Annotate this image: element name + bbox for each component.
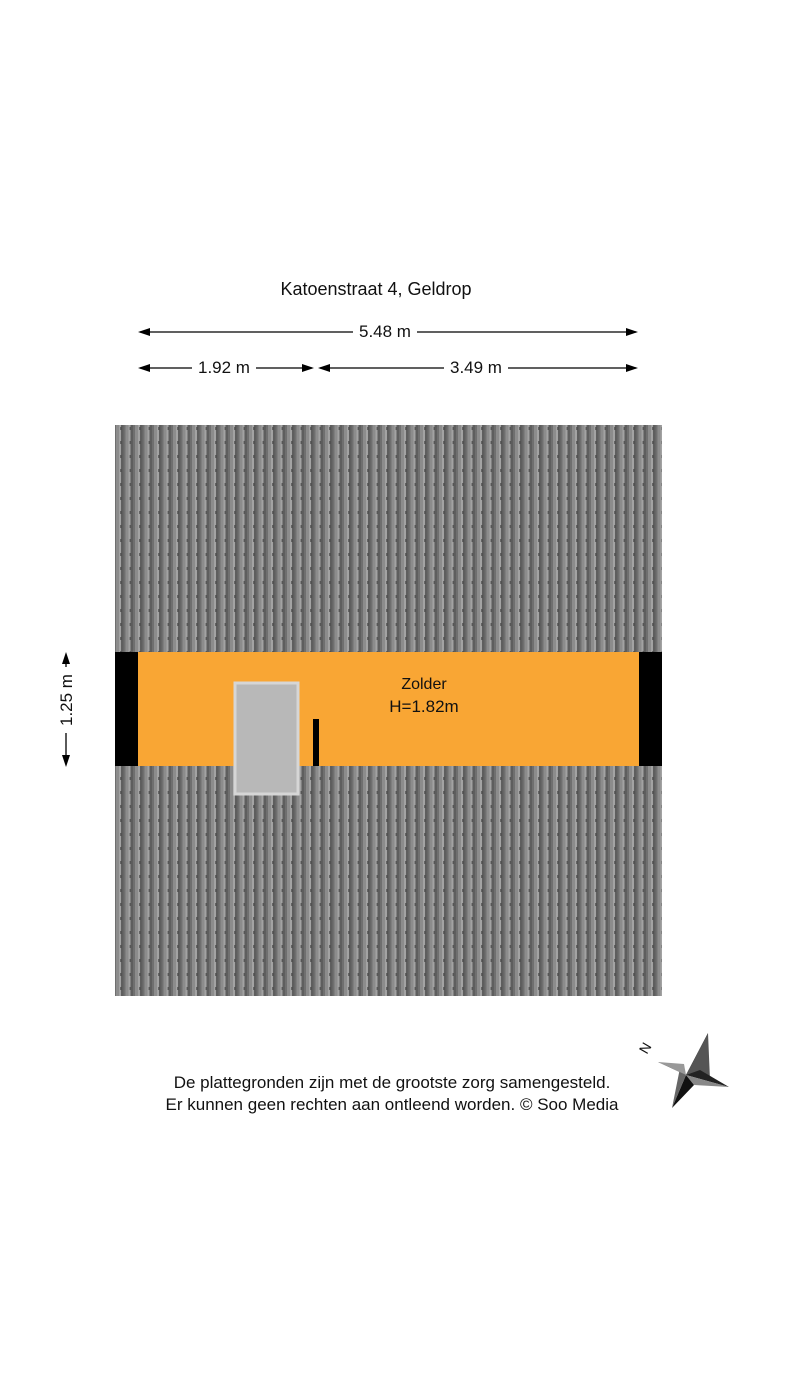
- arrow-head-icon: [138, 364, 150, 372]
- wall-post: [313, 719, 319, 766]
- dimension-label-right: 3.49 m: [444, 358, 508, 378]
- compass-north-label: N: [635, 1039, 655, 1057]
- arrow-head-icon: [626, 328, 638, 336]
- disclaimer: [0, 1072, 787, 1116]
- disclaimer-line-1: De plattegronden zijn met de grootste zorg samengesteld.: [173, 1073, 611, 1092]
- arrow-head-icon: [62, 652, 70, 664]
- arrow-head-icon: [138, 328, 150, 336]
- disclaimer-line-2: Er kunnen geen rechten aan ontleend worden. © Soo Media: [165, 1095, 619, 1114]
- arrow-head-icon: [318, 364, 330, 372]
- dimension-label-left: 1.92 m: [192, 358, 256, 378]
- roof-hatch: [235, 683, 298, 794]
- room-name-label: Zolder: [401, 676, 447, 693]
- wall-left: [115, 652, 138, 766]
- dimension-label-total: 5.48 m: [353, 322, 417, 342]
- wall-right: [639, 652, 662, 766]
- arrow-head-icon: [302, 364, 314, 372]
- arrow-head-icon: [626, 364, 638, 372]
- room-height-label: H=1.82m: [389, 697, 459, 716]
- arrow-head-icon: [62, 755, 70, 767]
- page-title: Katoenstraat 4, Geldrop: [280, 279, 472, 299]
- dimension-label-depth: 1.25 m: [57, 667, 77, 733]
